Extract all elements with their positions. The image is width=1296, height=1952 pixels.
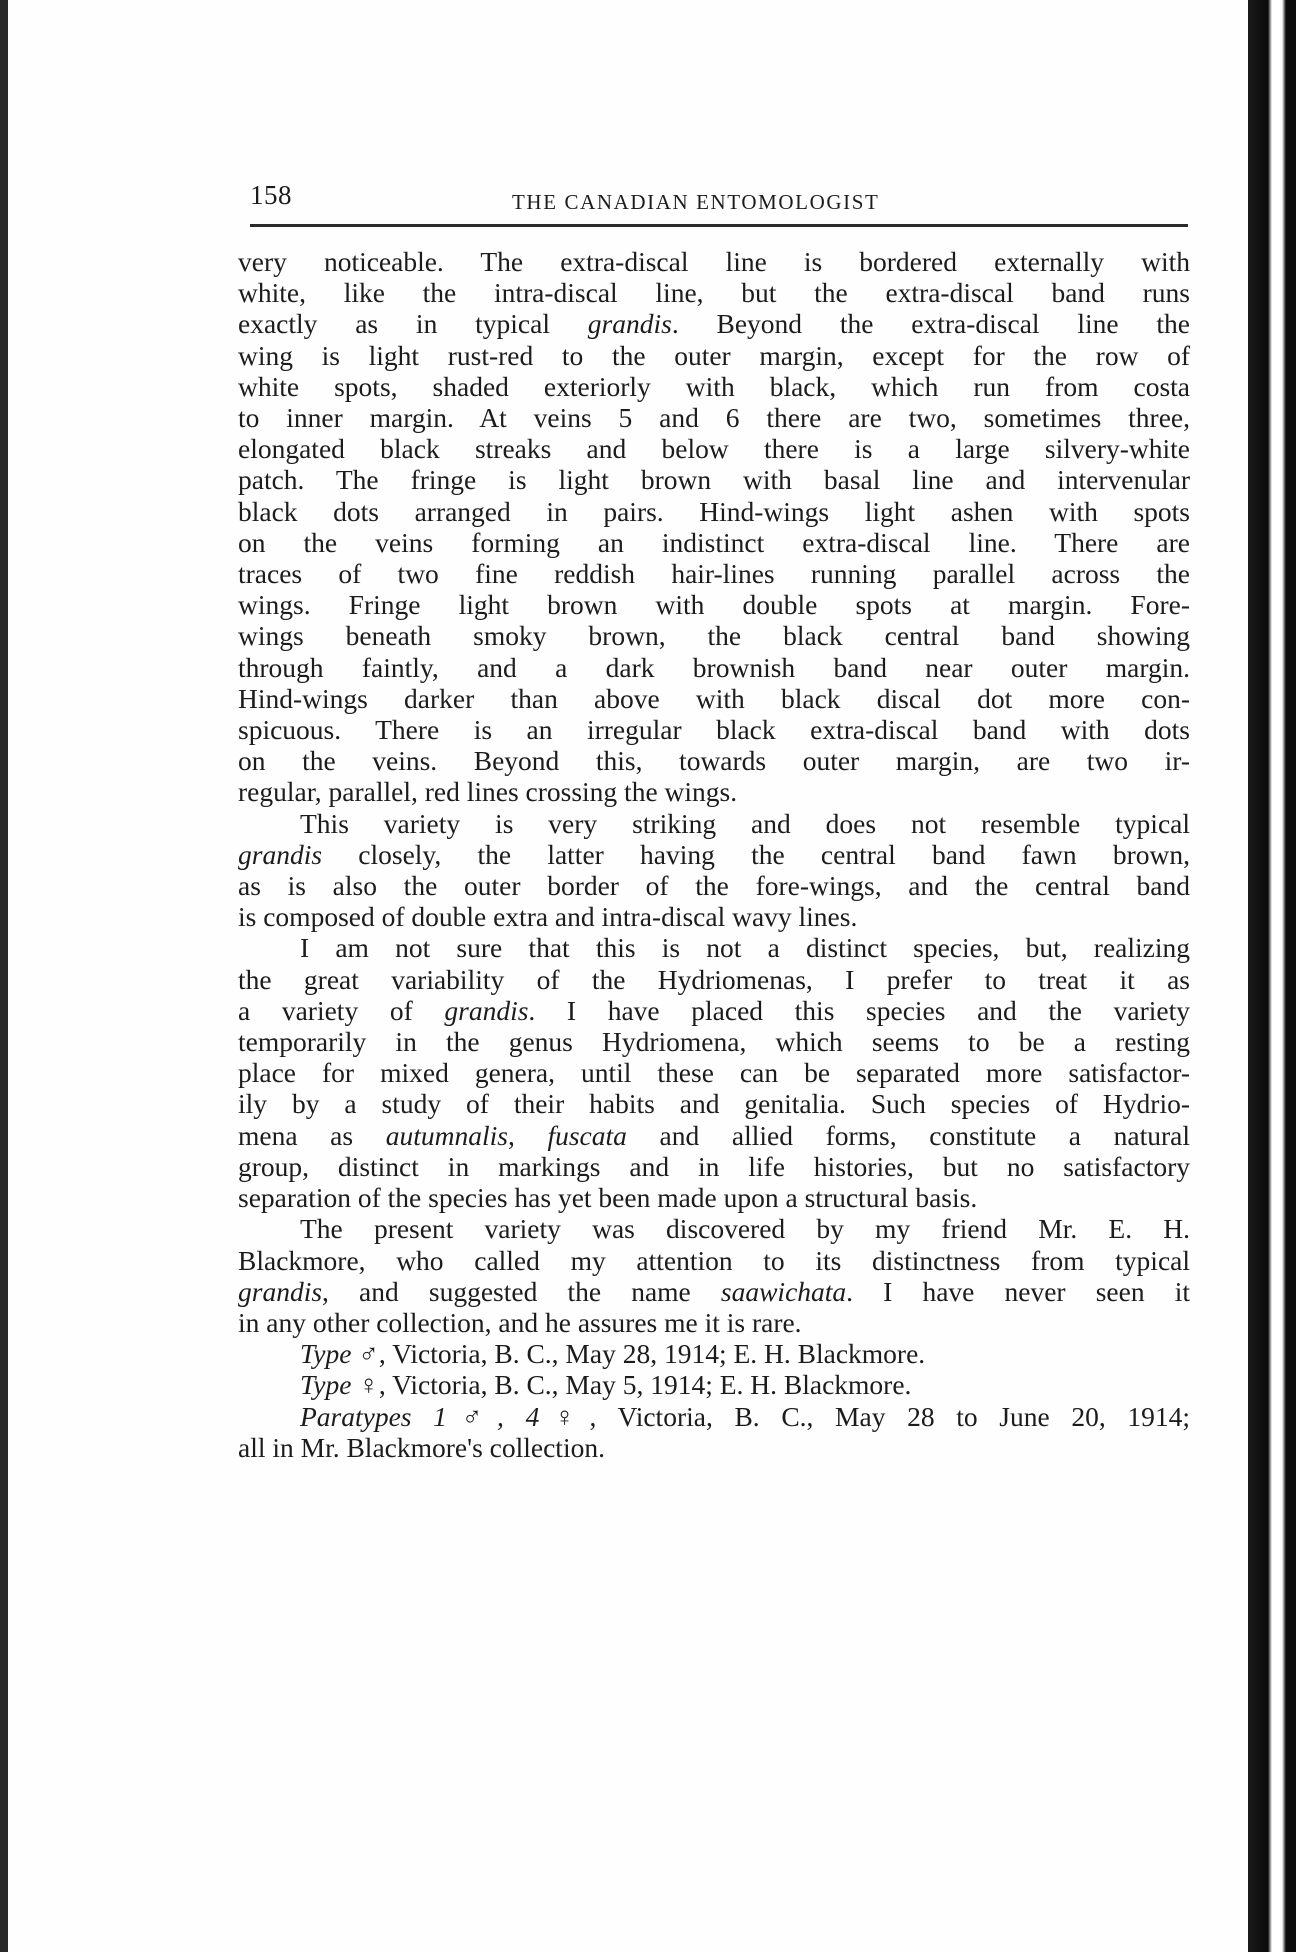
text-line: traces of two fine reddish hair-lines running parallel across the: [238, 558, 1190, 590]
type-record-text: , Victoria, B. C., May 28, 1914; E. H. Blackmore.: [378, 1338, 926, 1370]
text-line: white, like the intra-discal line, but the extra-discal band runs: [238, 277, 1190, 309]
text-line: the great variability of the Hydriomenas, I prefer to treat it as: [238, 963, 1190, 995]
header-rule: [250, 224, 1188, 227]
text-line: wings beneath smoky brown, the black central band showing: [238, 620, 1190, 652]
paragraph-discussion: [238, 932, 1190, 1213]
text-line: is composed of double extra and intra-discal wavy lines.: [238, 901, 858, 933]
type-record-continuation: all in Mr. Blackmore's collection.: [238, 1431, 605, 1463]
text-line: as is also the outer border of the fore-wings, and the central band: [238, 870, 1190, 902]
text-line: grandis closely, the latter having the central band fawn brown,: [238, 838, 1190, 870]
text-line: in any other collection, and he assures me it is rare.: [238, 1306, 802, 1338]
text-line: I am not sure that this is not a distinct species, but, realizing: [300, 932, 1190, 964]
text-line: regular, parallel, red lines crossing the wings.: [238, 776, 738, 808]
text-line: to inner margin. At veins 5 and 6 there are two, sometimes three,: [238, 402, 1190, 434]
text-line: separation of the species has yet been made upon a structural basis.: [238, 1182, 978, 1214]
type-record: [238, 1369, 1190, 1400]
type-record-text: , Victoria, B. C., May 5, 1914; E. H. Blackmore.: [378, 1369, 912, 1401]
type-record-text: , Victoria, B. C., May 28 to June 20, 1914;: [589, 1400, 1190, 1432]
type-records: [238, 1338, 1190, 1463]
text-line: wing is light rust-red to the outer margin, except for the row of: [238, 339, 1190, 371]
paragraph-discovery: [238, 1213, 1190, 1338]
text-line: a variety of grandis. I have placed this species and the variety: [238, 994, 1190, 1026]
text-line: elongated black streaks and below there is a large silvery-white: [238, 433, 1190, 465]
text-line: ily by a study of their habits and genitalia. Such species of Hydrio-: [238, 1088, 1190, 1120]
text-line: exactly as in typical grandis. Beyond the extra-discal line the: [238, 308, 1190, 340]
text-line: grandis, and suggested the name saawichata. I have never seen it: [238, 1275, 1190, 1307]
type-record: [238, 1401, 1190, 1432]
text-line: very noticeable. The extra-discal line is bordered externally with: [238, 246, 1190, 277]
text-line: Blackmore, who called my attention to its distinctness from typical: [238, 1244, 1190, 1276]
running-title: THE CANADIAN ENTOMOLOGIST: [512, 190, 880, 214]
type-label: Paratypes 1♂, 4♀: [300, 1400, 590, 1432]
text-line: through faintly, and a dark brownish band near outer margin.: [238, 651, 1190, 683]
article-body: [238, 246, 1190, 1463]
text-line: mena as autumnalis, fuscata and allied forms, constitute a natural: [238, 1119, 1190, 1151]
text-line: group, distinct in markings and in life histories, but no satisfactory: [238, 1150, 1190, 1182]
type-label: Type ♂: [300, 1338, 379, 1370]
text-line: on the veins. Beyond this, towards outer margin, are two ir-: [238, 745, 1190, 777]
text-line: on the veins forming an indistinct extra-discal line. There are: [238, 526, 1190, 558]
text-line: The present variety was discovered by my friend Mr. E. H.: [300, 1213, 1190, 1245]
text-line: Hind-wings darker than above with black discal dot more con-: [238, 682, 1190, 714]
page-header: [250, 180, 1188, 220]
text-line: patch. The fringe is light brown with basal line and intervenular: [238, 464, 1190, 496]
text-line: temporarily in the genus Hydriomena, which seems to be a resting: [238, 1026, 1190, 1058]
page-number: 158: [250, 180, 292, 210]
type-label: Type ♀: [300, 1369, 379, 1401]
paragraph-comparison: [238, 808, 1190, 933]
type-record: [238, 1338, 1190, 1369]
scan-border-right: [1248, 0, 1296, 1952]
text-line: spicuous. There is an irregular black extra-discal band with dots: [238, 714, 1190, 746]
text-line: wings. Fringe light brown with double spots at margin. Fore-: [238, 589, 1190, 621]
text-line: place for mixed genera, until these can be separated more satisfactor-: [238, 1057, 1190, 1089]
text-line: white spots, shaded exteriorly with black, which run from costa: [238, 370, 1190, 402]
text-line: This variety is very striking and does not resemble typical: [300, 807, 1190, 839]
paragraph-description: [238, 246, 1190, 808]
scan-border-left: [0, 0, 8, 1952]
text-line: black dots arranged in pairs. Hind-wings light ashen with spots: [238, 495, 1190, 527]
